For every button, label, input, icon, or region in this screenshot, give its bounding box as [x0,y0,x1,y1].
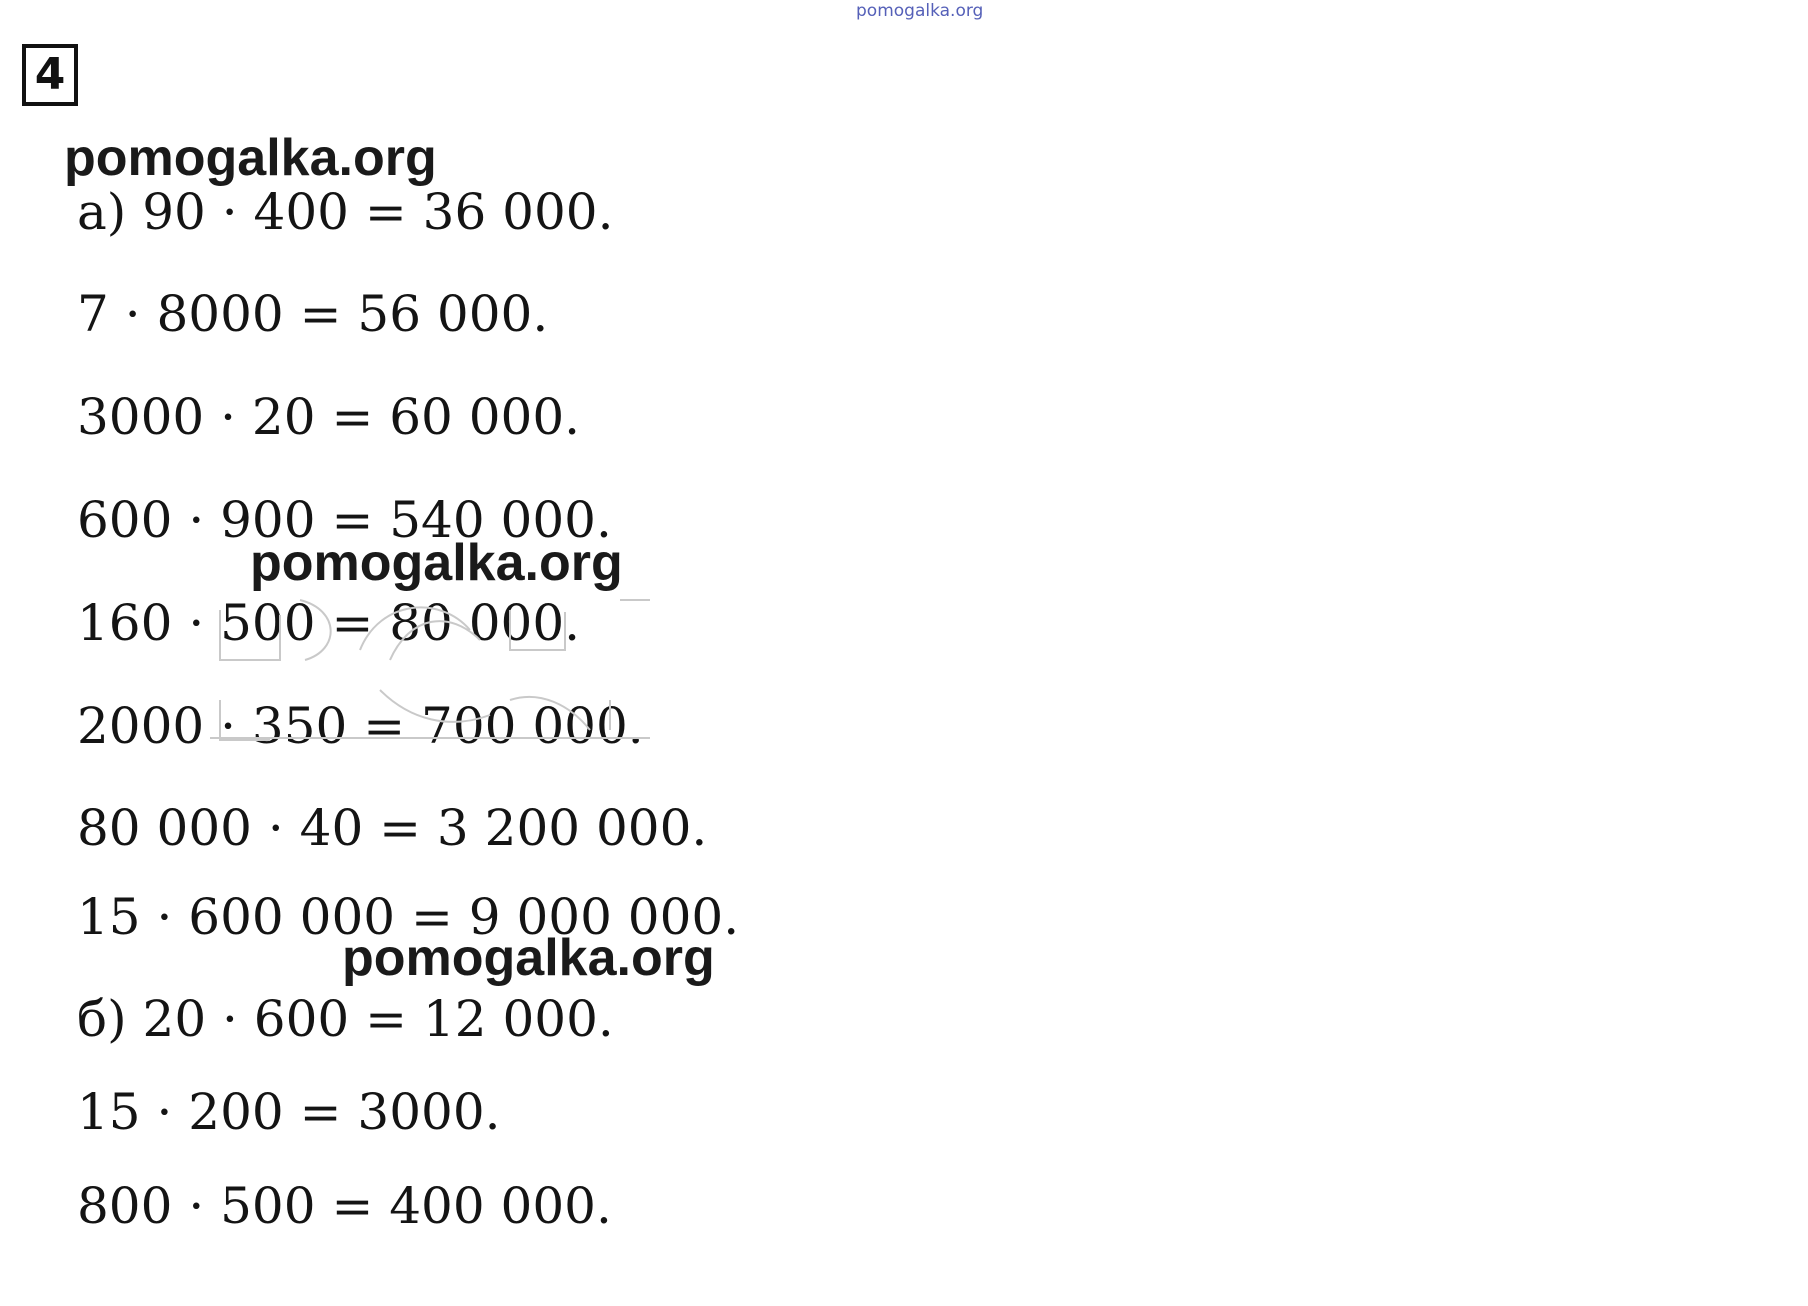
watermark-1: pomogalka.org [64,129,437,187]
equation-a-2: 7 · 8000 = 56 000. [77,285,549,343]
equation-a-8: 15 · 600 000 = 9 000 000. [77,888,740,946]
equation-a-7: 80 000 · 40 = 3 200 000. [77,799,708,857]
equation-a-4: 600 · 900 = 540 000. [77,491,612,549]
equation-a-6: 2000 · 350 = 700 000. [77,697,644,755]
top-site-watermark: pomogalka.org [856,1,984,21]
equation-b-2: 15 · 200 = 3000. [77,1083,501,1141]
equation-a-5: 160 · 500 = 80 000. [77,594,581,652]
equation-a-3: 3000 · 20 = 60 000. [77,388,581,446]
watermark-2: pomogalka.org [250,534,623,592]
task-number-box: 4 [22,44,78,106]
equation-b-1: б) 20 · 600 = 12 000. [77,990,614,1048]
equation-b-3: 800 · 500 = 400 000. [77,1177,612,1235]
watermark-3: pomogalka.org [342,929,715,987]
faint-sketch-watermark [210,590,710,760]
equation-a-1: а) 90 · 400 = 36 000. [77,183,614,241]
